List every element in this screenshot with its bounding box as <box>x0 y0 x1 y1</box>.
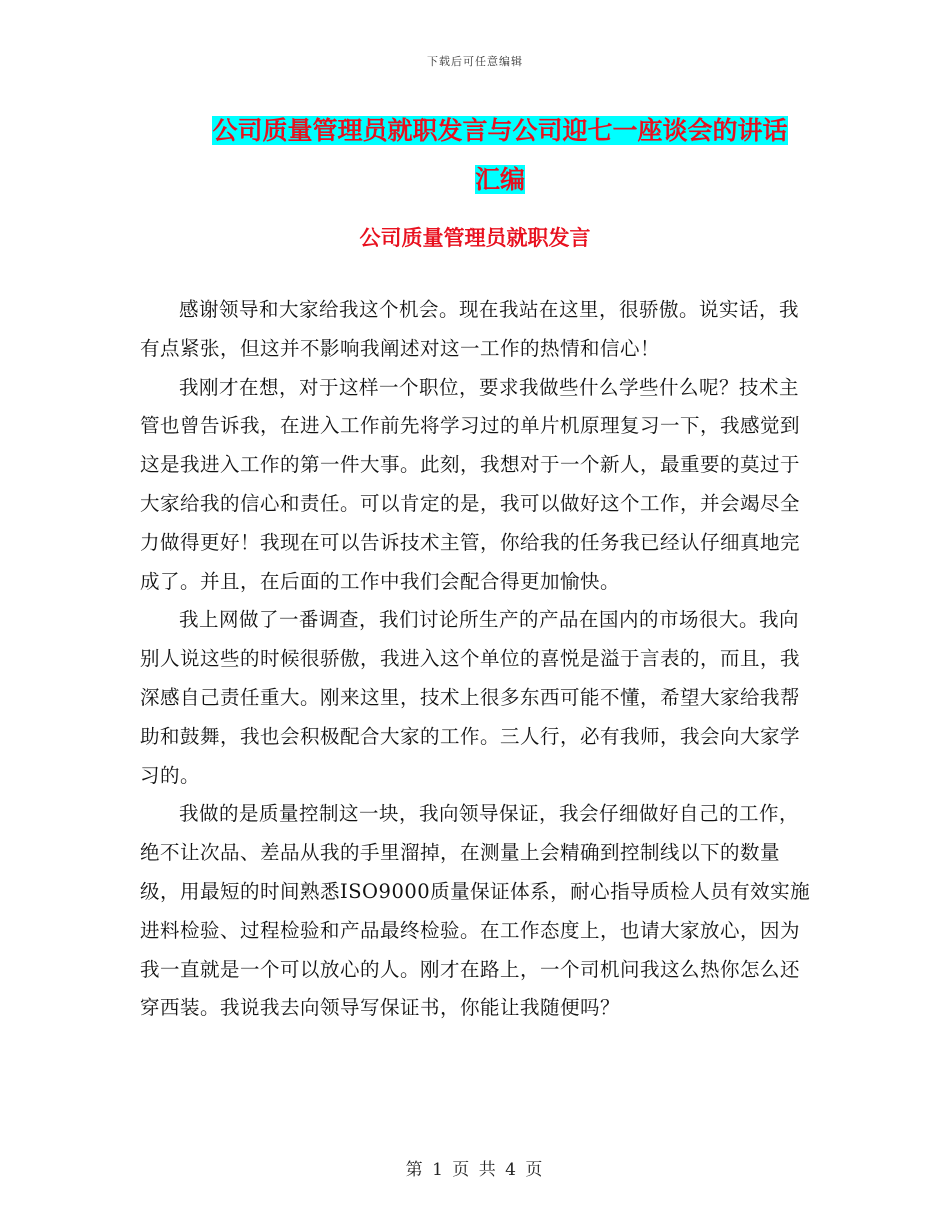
page-header-note: 下载后可任意编辑 <box>427 55 523 68</box>
document-title-line2: 汇编 <box>474 165 525 194</box>
document-title <box>140 106 860 204</box>
document-title-line1: 公司质量管理员就职发言与公司迎七一座谈会的讲话 <box>212 116 788 145</box>
page-number: 第 1 页 共 4 页 <box>405 1160 545 1180</box>
paragraph: 感谢领导和大家给我这个机会。现在我站在这里，很骄傲。说实话，我有点紧张，但这并不影响我阐述对这一工作的热情和信心！ <box>140 298 800 360</box>
section-title: 公司质量管理员就职发言 <box>359 226 591 250</box>
paragraph: 我上网做了一番调查，我们讨论所生产的产品在国内的市场很大。我向别人说这些的时候很骄傲，我进入这个单位的喜悦是溢于言表的，而且，我深感自己责任重大。刚来这里，技术上很多东西可能不懂，希望大家给我帮助和鼓舞，我也会积极配合大家的工作。三人行，必有我师，我会向大家学习的。 <box>140 608 801 787</box>
document-body <box>140 291 814 1028</box>
paragraph: 我刚才在想，对于这样一个职位，要求我做些什么学些什么呢？技术主管也曾告诉我，在进入工作前先将学习过的单片机原理复习一下，我感觉到这是我进入工作的第一件大事。此刻，我想对于一个新人，最重要的莫过于大家给我的信心和责任。可以肯定的是，我可以做好这个工作，并会竭尽全力做得更好！我现在可以告诉技术主管，你给我的任务我已经认仔细真地完成了。并且，在后面的工作中我们会配合得更加愉快。 <box>140 375 801 593</box>
paragraph: 我做的是质量控制这一块，我向领导保证，我会仔细做好自己的工作，绝不让次品、差品从我的手里溜掉，在测量上会精确到控制线以下的数量级，用最短的时间熟悉ISO9000质量保证体系，耐心指导质检人员有效实施进料检验、过程检验和产品最终检验。在工作态度上，也请大家放心，因为我一直就是一个可以放心的人。刚才在路上，一个司机问我这么热你怎么还穿西装。我说我去向领导写保证书，你能让我随便吗？ <box>140 802 811 1020</box>
